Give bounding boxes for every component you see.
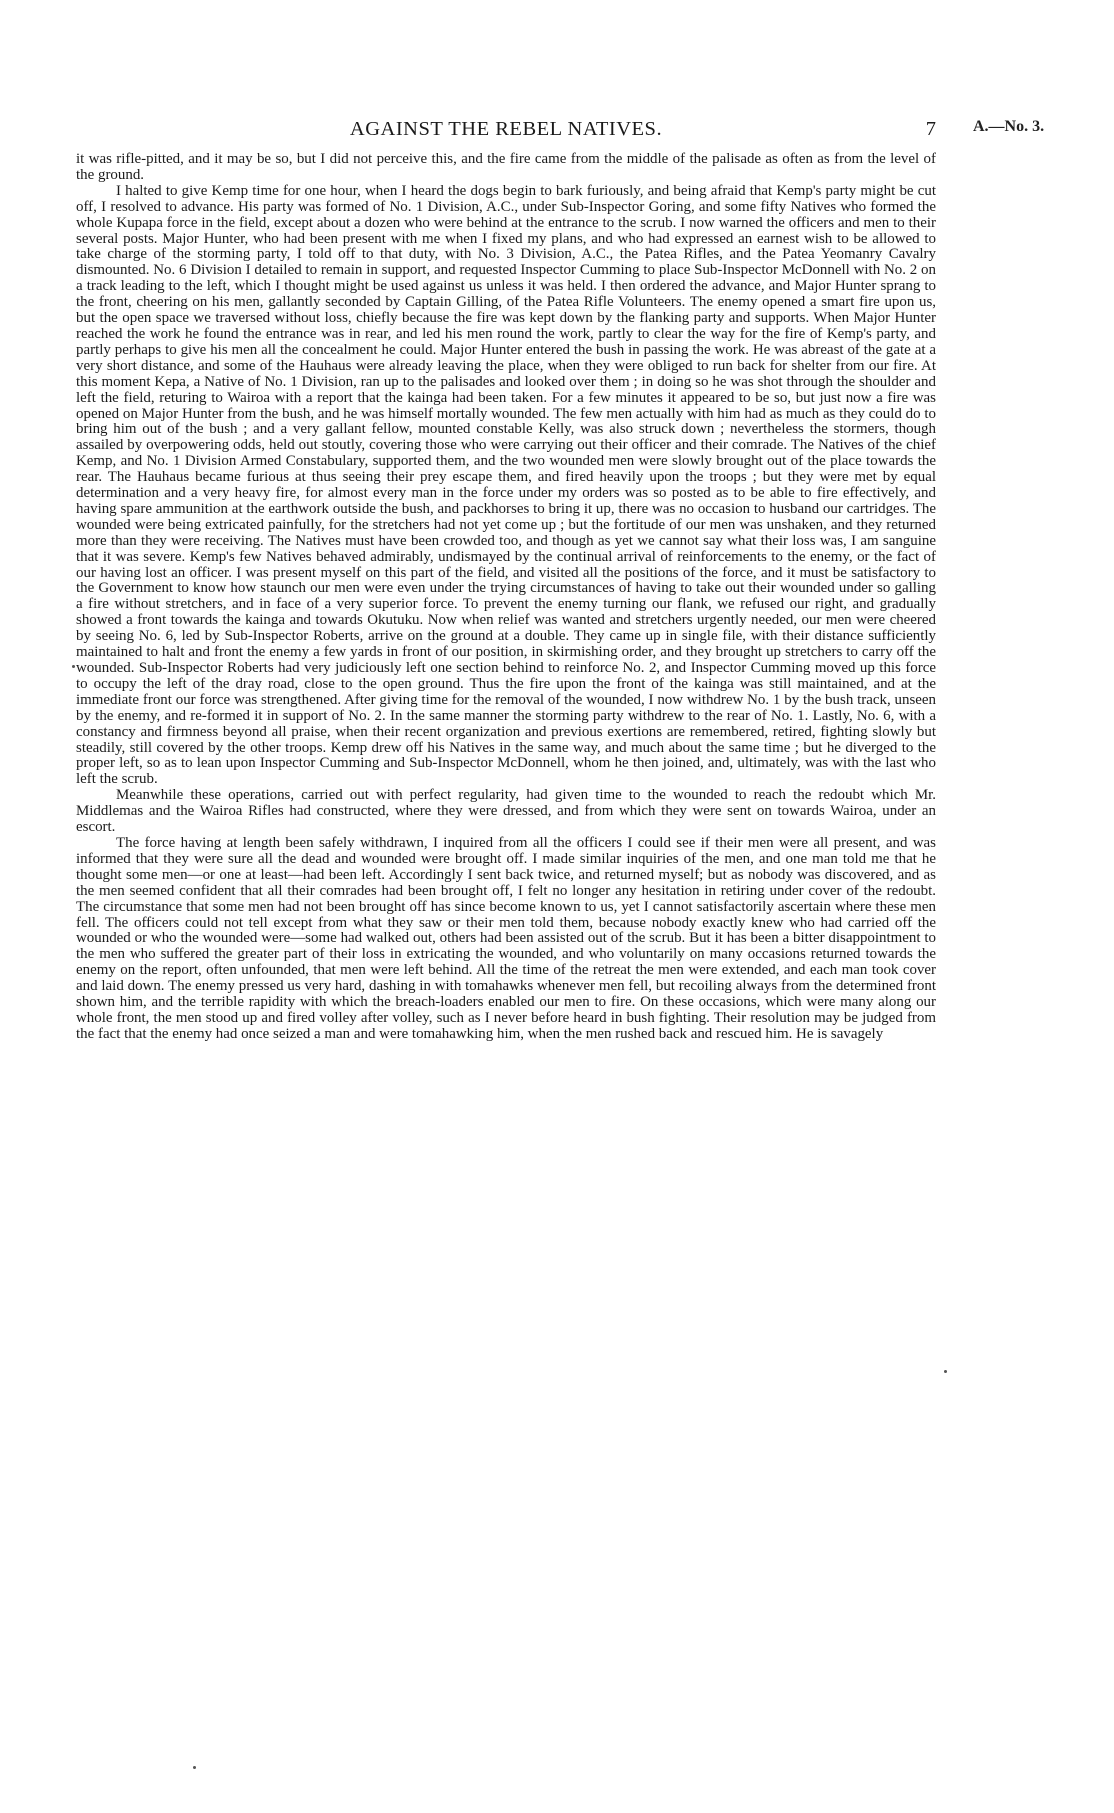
body-text <box>76 152 936 1043</box>
paragraph: The force having at length been safely withdrawn, I inquired from all the officers I could see if their men were all present, and was informed that they were sure all the dead and wounded were brought off. I made similar inquiries of the men, and one man told me that he thought some men—or one at least—had been left. Accordingly I sent back twice, and returned myself; but as nobody was discovered, and as the men seemed confident that all their comrades had been brought off, I felt no longer any hesitation in retiring under cover of the redoubt. The circumstance that some men had not been brought off has since become known to us, yet I cannot satisfactorily ascertain where these men fell. The officers could not tell except from what they saw or their men told them, because nobody exactly knew who had carried off the wounded or who the wounded were—some had walked out, others had been assisted out of the scrub. But it has been a bitter disappointment to the men who suffered the greater part of their loss in extricating the wounded, and who voluntarily on many occasions returned towards the enemy on the report, often unfounded, that men were left behind. All the time of the retreat the men were extended, and each man took cover and laid down. The enemy pressed us very hard, dashing in with tomahawks whenever men fell, but recoiling always from the determined front shown him, and the terrible rapidity with which the breach-loaders enabled our men to fire. On these occasions, which were many along our whole front, the men stood up and fired volley after volley, such as I never before heard in bush fighting. Their resolution may be judged from the fact that the enemy had once seized a man and were tomahawking him, when the men rushed back and rescued him. He is savagely <box>76 834 936 1042</box>
margin-mark <box>193 1766 196 1769</box>
margin-mark <box>72 665 75 668</box>
paragraph: Meanwhile these operations, carried out with perfect regularity, had given time to the wounded to reach the redoubt which Mr. Middlemas and the Wairoa Rifles had constructed, where they were dressed, and from which they were sent on towards Wairoa, under an escort. <box>76 787 936 836</box>
page-header <box>76 118 936 152</box>
document-page <box>76 118 1045 1043</box>
page-number: 7 <box>925 118 936 140</box>
running-title: AGAINST THE REBEL NATIVES. <box>349 118 663 140</box>
paragraph: it was rifle-pitted, and it may be so, but I did not perceive this, and the fire came from the middle of the palisade as often as from the level of the ground. <box>76 151 936 183</box>
paper-reference: A.—No. 3. <box>973 118 1045 135</box>
paragraph: I halted to give Kemp time for one hour, when I heard the dogs begin to bark furiously, and being afraid that Kemp's party might be cut off, I resolved to advance. His party was formed of No. 1 Division, A.C., under Sub-Inspector Goring, and some fifty Natives who formed the whole Kupapa force in the field, except about a dozen who were behind at the entrance to the scrub. I now warned the officers and men to their several posts. Major Hunter, who had been present with me when I fixed my plans, and who had expressed an earnest wish to be allowed to take charge of the storming party, I told off to that duty, with No. 3 Division, A.C., the Patea Rifles, and the Patea Yeomanry Cavalry dismounted. No. 6 Division I detailed to remain in support, and requested Inspector Cumming to place Sub-Inspector McDonnell with No. 2 on a track leading to the left, which I thought might be used against us unless it was held. I then ordered the advance, and Major Hunter sprang to the front, cheering on his men, gallantly seconded by Captain Gilling, of the Patea Rifle Volunteers. The enemy opened a smart fire upon us, but the open space we traversed without loss, chiefly because the fire was kept down by the flanking party and supports. When Major Hunter reached the work he found the entrance was in rear, and led his men round the work, partly to clear the way for the fire of Kemp's party, and partly perhaps to give his men all the concealment he could. Major Hunter entered the bush in passing the work. He was abreast of the gate at a very short distance, and some of the Hauhaus were already leaving the place, when they were obliged to run back for shelter from our fire. At this moment Kepa, a Native of No. 1 Division, ran up to the palisades and looked over them ; in doing so he was shot through the shoulder and left the field, returing to Wairoa with a report that the kainga had been taken. For a few minutes it appeared to be so, but just now a fire was opened on Major Hunter from the bush, and he was himself mortally wounded. The few men actually with him had as much as they could do to bring him out of the bush ; and a very gallant fellow, mounted constable Kelly, was also struck down ; nevertheless the stormers, though assailed by overpowering odds, held out stoutly, covering those who were carrying out their officer and their comrade. The Natives of the chief Kemp, and No. 1 Division Armed Constabulary, supported them, and the two wounded men were slowly brought out of the place towards the rear. The Hauhaus became furious at thus seeing their prey escape them, and fired heavily upon the troops ; but they were met by equal determination and a very heavy fire, for almost every man in the force under my orders was so posted as to be able to fire effectively, and having spare ammunition at the earthwork outside the bush, and packhorses to bring it up, there was no occasion to husband our cartridges. The wounded were being extricated painfully, for the stretchers had not yet come up ; but the fortitude of our men was unshaken, and they returned more than they were receiving. The Natives must have been crowded too, and though as yet we cannot say what their loss was, I am sanguine that it was severe. Kemp's few Natives behaved admirably, undismayed by the continual arrival of reinforcements to the enemy, or the fact of our having lost an officer. I was present myself on this part of the field, and visited all the positions of the force, and it must be satisfactory to the Government to know how staunch our men were even under the trying circumstances of having to take out their wounded under so galling a fire without stretchers, and in face of a very superior force. To prevent the enemy turning our flank, we refused our right, and gradually showed a front towards the kainga and towards Okutuku. Now when relief was wanted and stretchers urgently needed, our men were cheered by seeing No. 6, led by Sub-Inspector Roberts, arrive on the ground at a double. They came up in single file, with their distance sufficiently maintained to halt and front the enemy a few yards in front of our position, in skirmishing order, and they brought up stretchers to carry off the wounded. Sub-Inspector Roberts had very judiciously left one section behind to reinforce No. 2, and Inspector Cumming moved up this force to occupy the left of the dray road, close to the open ground. Thus the fire upon the front of the kainga was still maintained, and at the immediate front our force was strengthened. After giving time for the removal of the wounded, I now withdrew No. 1 by the bush track, unseen by the enemy, and re-formed it in support of No. 2. In the same manner the storming party withdrew to the rear of No. 1. Lastly, No. 6, with a constancy and firmness beyond all praise, when their recent organization and previous exertions are remembered, retired, fighting slowly but steadily, still covered by the other troops. Kemp drew off his Natives in the same way, and much about the same time ; but he diverged to the proper left, so as to lean upon Inspector Cumming and Sub-Inspector McDonnell, whom he then joined, and, ultimately, was with the last who left the scrub. <box>76 182 936 788</box>
margin-mark <box>944 1370 947 1373</box>
